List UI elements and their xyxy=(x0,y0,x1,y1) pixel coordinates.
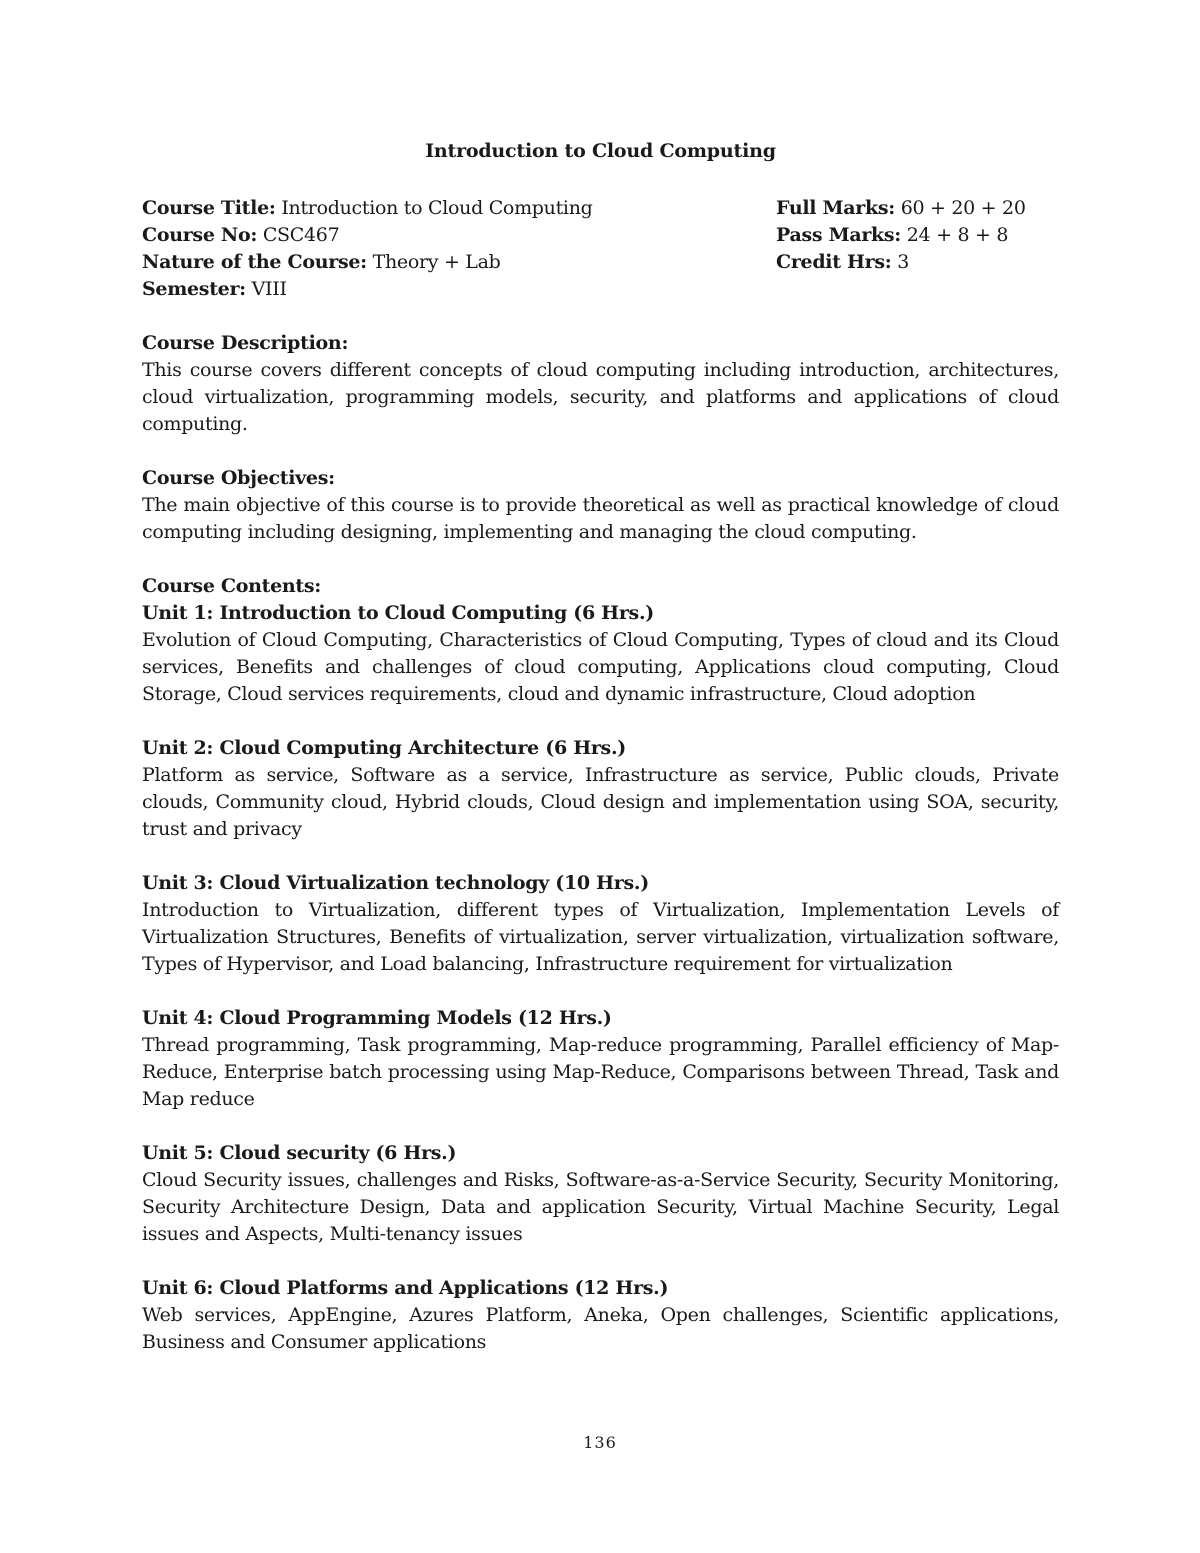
unit-heading: Unit 6: Cloud Platforms and Applications (12 Hrs.) xyxy=(142,1277,669,1299)
course-meta-left xyxy=(142,195,772,303)
unit-6 xyxy=(142,1275,1059,1356)
pass-marks-label: Pass Marks: xyxy=(776,224,902,246)
unit-text: Web services, AppEngine, Azures Platform, Aneka, Open challenges, Scientific applications, Business and Consumer applications xyxy=(142,1304,1059,1353)
unit-4 xyxy=(142,1005,1059,1113)
unit-text: Evolution of Cloud Computing, Characteristics of Cloud Computing, Types of cloud and its Cloud services, Benefits and challenges of cloud computing, Applications cloud computing, Cloud Storage, Cloud services requirements, cloud and dynamic infrastructure, Cloud adoption xyxy=(142,629,1059,705)
pass-marks-value: 24 + 8 + 8 xyxy=(901,224,1009,246)
credit-hrs-row xyxy=(776,249,1059,276)
credit-hrs-value: 3 xyxy=(891,251,910,273)
objectives-text: The main objective of this course is to provide theoretical as well as practical knowledge of cloud computing including designing, implementing and managing the cloud computing. xyxy=(142,494,1059,543)
objectives-heading: Course Objectives: xyxy=(142,467,335,489)
unit-text: Cloud Security issues, challenges and Risks, Software-as-a-Service Security, Security Monitoring, Security Architecture Design, Data and application Security, Virtual Machine Security, Legal issues and Aspects, Multi-tenancy issues xyxy=(142,1169,1059,1245)
pass-marks-row xyxy=(776,222,1059,249)
unit-heading: Unit 2: Cloud Computing Architecture (6 Hrs.) xyxy=(142,737,626,759)
unit-2 xyxy=(142,735,1059,843)
unit-1 xyxy=(142,600,1059,708)
description-heading: Course Description: xyxy=(142,332,349,354)
contents-heading: Course Contents: xyxy=(142,575,321,597)
unit-heading: Unit 1: Introduction to Cloud Computing (6 Hrs.) xyxy=(142,602,654,624)
semester-row xyxy=(142,276,772,303)
full-marks-label: Full Marks: xyxy=(776,197,895,219)
unit-text: Introduction to Virtualization, different types of Virtualization, Implementation Levels of Virtualization Structures, Benefits of virtualization, server virtualization, virtualization software, Types of Hypervisor, and Load balancing, Infrastructure requirement for virtualization xyxy=(142,899,1059,975)
course-title-row xyxy=(142,195,772,222)
semester-label: Semester: xyxy=(142,278,246,300)
course-no-label: Course No: xyxy=(142,224,258,246)
page-number: 136 xyxy=(583,1433,617,1452)
course-title-label: Course Title: xyxy=(142,197,276,219)
course-meta xyxy=(142,195,1059,303)
course-nature-label: Nature of the Course: xyxy=(142,251,367,273)
unit-heading: Unit 4: Cloud Programming Models (12 Hrs.) xyxy=(142,1007,612,1029)
course-no-value: CSC467 xyxy=(257,224,340,246)
course-nature-value: Theory + Lab xyxy=(366,251,501,273)
course-nature-row xyxy=(142,249,772,276)
unit-text: Thread programming, Task programming, Map-reduce programming, Parallel efficiency of Map-Reduce, Enterprise batch processing using Map-Reduce, Comparisons between Thread, Task and Map reduce xyxy=(142,1034,1059,1110)
course-no-row xyxy=(142,222,772,249)
unit-heading: Unit 5: Cloud security (6 Hrs.) xyxy=(142,1142,457,1164)
course-title-value: Introduction to Cloud Computing xyxy=(275,197,593,219)
unit-5 xyxy=(142,1140,1059,1248)
description-text: This course covers different concepts of cloud computing including introduction, architectures, cloud virtualization, programming models, security, and platforms and applications of cloud computing. xyxy=(142,359,1059,435)
credit-hrs-label: Credit Hrs: xyxy=(776,251,892,273)
course-meta-right xyxy=(776,195,1059,303)
unit-3 xyxy=(142,870,1059,978)
semester-value: VIII xyxy=(245,278,287,300)
document-title: Introduction to Cloud Computing xyxy=(425,140,776,162)
full-marks-value: 60 + 20 + 20 xyxy=(894,197,1026,219)
unit-text: Platform as service, Software as a service, Infrastructure as service, Public clouds, Private clouds, Community cloud, Hybrid clouds, Cloud design and implementation using SOA, security, trust and privacy xyxy=(142,764,1059,840)
full-marks-row xyxy=(776,195,1059,222)
document-page xyxy=(142,140,1059,1356)
unit-heading: Unit 3: Cloud Virtualization technology (10 Hrs.) xyxy=(142,872,649,894)
